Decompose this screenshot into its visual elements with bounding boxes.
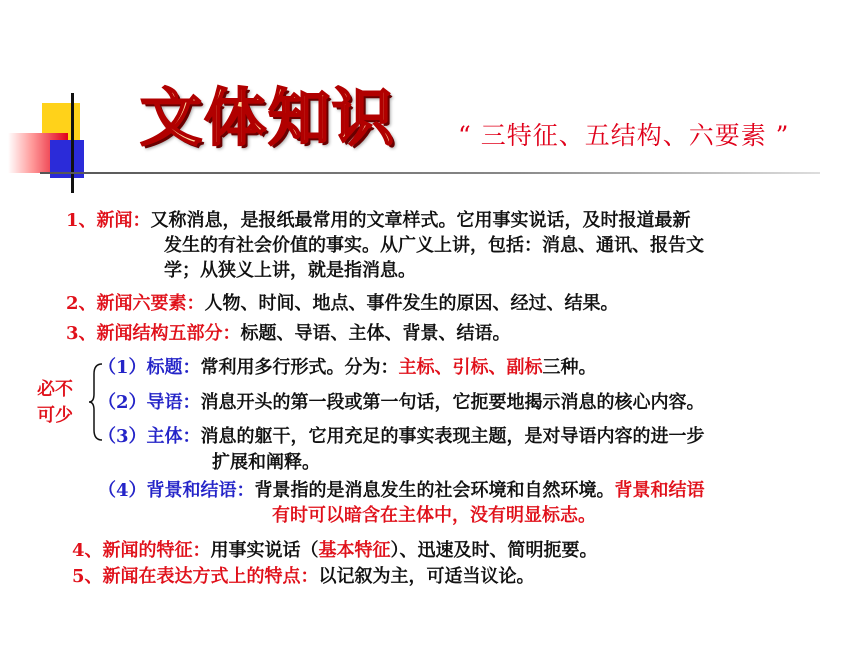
sub1-highlight: 主标、引标、副标 [398,357,543,378]
side-note-line1: 必不 [37,379,73,400]
sub4-highlight1: 背景和结语 [614,480,705,501]
side-note-line2: 可少 [37,405,73,426]
sub4-line2: 有时可以暗含在主体中，没有明显标志。 [272,505,596,526]
item2-text: 人物、时间、地点、事件发生的原因、经过、结果。 [204,293,619,314]
item5-label: 5、新闻在表达方式上的特点： [72,566,319,587]
item4-highlight: 基本特征 [318,540,391,561]
item1-line1 [66,209,691,233]
side-note [33,377,77,429]
item1-line2: 发生的有社会价值的事实。从广义上讲，包括：消息、通讯、报告文 [164,235,704,256]
item2 [66,292,619,316]
item1-line3: 学；从狭义上讲，就是指消息。 [164,260,416,281]
sub1-text-b: 三种。 [542,357,597,378]
sub4-line1 [98,479,705,503]
item4-text-b: ）、迅速及时、简明扼要。 [390,540,598,561]
vertical-rule [71,93,74,193]
sub4-text: 背景指的是消息发生的社会环境和自然环境。 [254,480,615,501]
slide-subtitle: “ 三特征、五结构、六要素 ” [458,121,790,150]
item3 [66,322,511,346]
item2-label: 2、新闻六要素： [66,293,205,314]
item5 [72,565,535,589]
item3-label: 3、新闻结构五部分： [66,323,241,344]
slide-title: 文体知识 [140,81,397,154]
sub2 [98,391,705,415]
item4 [72,539,598,563]
sub2-text: 消息开头的第一段或第一句话，它扼要地揭示消息的核心内容。 [200,392,705,413]
item4-text-a: 用事实说话（ [210,540,319,561]
sub3-text1: 消息的躯干，它用充足的事实表现主题，是对导语内容的进一步 [200,426,705,447]
sub1-label: （1）标题： [98,357,201,378]
item3-text: 标题、导语、主体、背景、结语。 [240,323,511,344]
header-divider [40,172,820,174]
sub3-line1 [98,425,705,449]
sub1-text-a: 常利用多行形式。分为： [200,357,399,378]
sub1 [98,356,597,380]
sub2-label: （2）导语： [98,392,201,413]
item5-text: 以记叙为主，可适当议论。 [318,566,535,587]
item1-text1: 又称消息，是报纸最常用的文章样式。它用事实说话，及时报道最新 [150,210,691,231]
sub4-label: （4）背景和结语： [98,480,255,501]
item4-label: 4、新闻的特征： [72,540,211,561]
sub3-line2: 扩展和阐释。 [212,452,320,473]
item1-label: 1、新闻： [66,210,151,231]
sub3-label: （3）主体： [98,426,201,447]
